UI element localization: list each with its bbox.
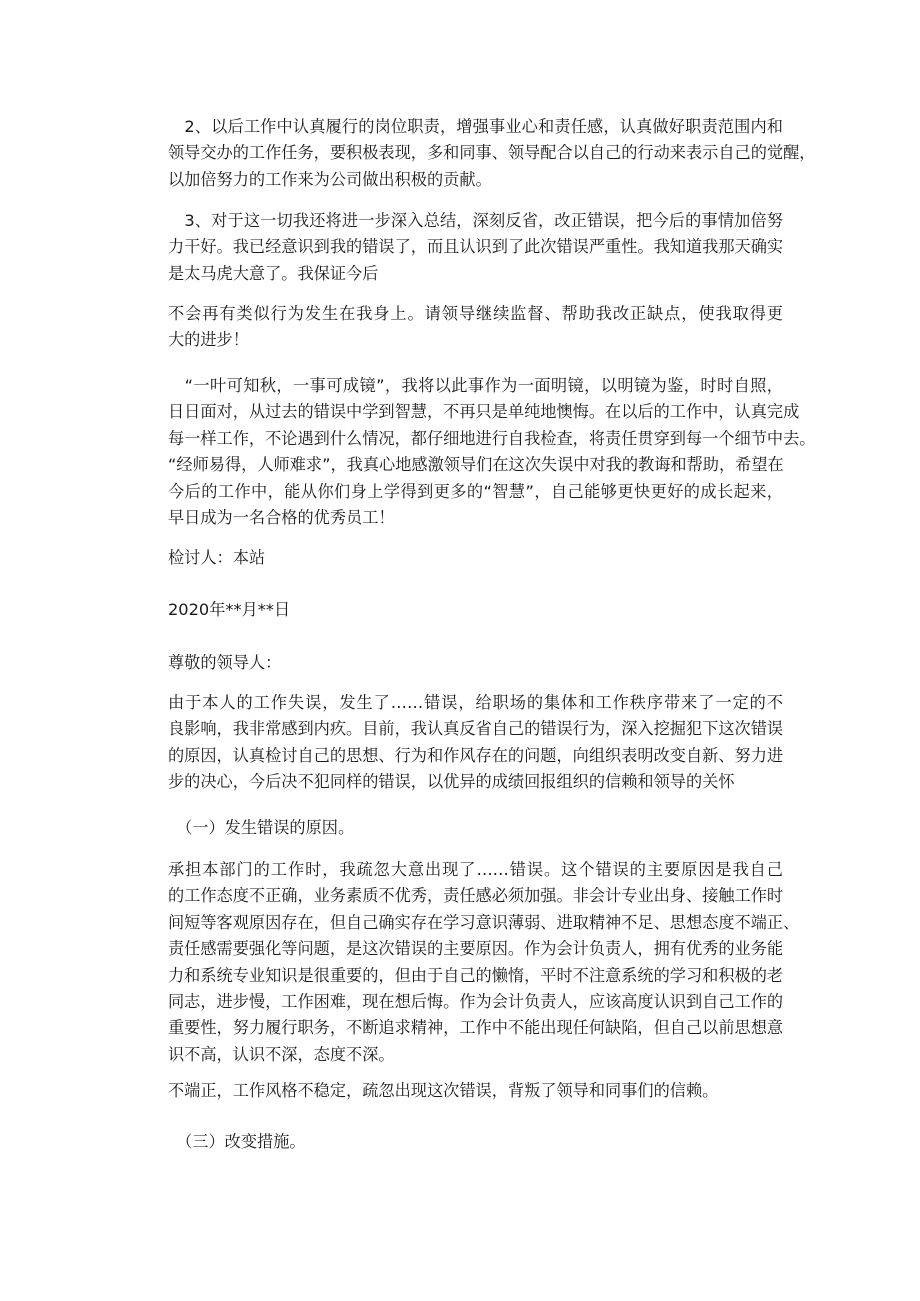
- section-heading-cause: [168, 815, 783, 841]
- text-line: （一）发生错误的原因。: [168, 818, 355, 837]
- text-line: 2、以后工作中认真履行的岗位职责，增强事业心和责任感，认真做好职责范围内和: [168, 117, 783, 136]
- signature-line: [168, 545, 783, 571]
- text-line: 识不高，认识不深，态度不深。: [168, 1044, 395, 1064]
- paragraph-continuation: [168, 301, 783, 354]
- text-line: 检讨人：本站: [168, 548, 266, 567]
- paragraph-item-2: [168, 114, 816, 193]
- text-line: 力和系统专业知识是很重要的，但由于自己的懒惰，平时不注意系统的学习和积极的老: [168, 965, 784, 985]
- paragraph-intro: [168, 690, 783, 796]
- text-line: 不端正，工作风格不稳定，疏忽出现这次错误，背叛了领导和同事们的信赖。: [168, 1081, 719, 1100]
- paragraph-quote: [168, 373, 816, 531]
- paragraph-continuation-2: [168, 1078, 783, 1104]
- text-line: 以加倍努力的工作来为公司做出积极的贡献。: [168, 169, 492, 189]
- text-line: “经师易得，人师难求”，我真心地感激领导们在这次失误中对我的教诲和帮助，希望在: [168, 455, 784, 475]
- text-line: 是太马虎大意了。我保证今后: [168, 263, 379, 283]
- paragraph-item-3: [168, 208, 783, 287]
- text-line: 领导交办的工作任务，要积极表现，多和同事、领导配合以自己的行动来表示自己的觉醒，: [168, 143, 816, 163]
- date-line: [168, 597, 783, 623]
- text-line: 由于本人的工作失误，发生了……错误，给职场的集体和工作秩序带来了一定的不: [168, 693, 783, 712]
- text-line: 2020年**月**日: [168, 600, 291, 619]
- paragraph-cause: [168, 857, 800, 1068]
- text-line: “一叶可知秋，一事可成镜”，我将以此事作为一面明镜，以明镜为鉴，时时自照，: [168, 376, 783, 395]
- text-line: 日日面对，从过去的错误中学到智慧，不再只是单纯地懊悔。在以后的工作中，认真完成: [168, 402, 800, 422]
- text-line: 重要性，努力履行职务，不断追求精神，工作中不能出现任何缺陷，但自己以前思想意: [168, 1018, 784, 1038]
- text-line: 力干好。我已经意识到我的错误了，而且认识到了此次错误严重性。我知道我那天确实: [168, 237, 784, 257]
- text-line: 今后的工作中，能从你们身上学得到更多的“智慧”，自己能够更快更好的成长起来，: [168, 481, 783, 501]
- text-line: 间短等客观原因存在，但自己确实存在学习意识薄弱、进取精神不足、思想态度不端正、: [168, 912, 800, 932]
- text-line: 早日成为一名合格的优秀员工！: [168, 508, 395, 528]
- text-line: 的工作态度不正确，业务素质不优秀，责任感必须加强。非会计专业出身、接触工作时: [168, 886, 784, 906]
- salutation: [168, 650, 783, 676]
- text-line: 每一样工作，不论遇到什么情况，都仔细地进行自我检查，将责任贯穿到每一个细节中去。: [168, 428, 816, 448]
- text-line: 承担本部门的工作时，我疏忽大意出现了……错误。这个错误的主要原因是我自己: [168, 860, 783, 879]
- text-line: 的原因，认真检讨自己的思想、行为和作风存在的问题，向组织表明改变自新、努力进: [168, 745, 784, 765]
- text-line: 同志，进步慢，工作困难，现在想后悔。作为会计负责人，应该高度认识到自己工作的: [168, 992, 784, 1012]
- text-line: 大的进步！: [168, 330, 249, 350]
- text-line: 步的决心，今后决不犯同样的错误，以优异的成绩回报组织的信赖和领导的关怀: [168, 772, 735, 792]
- section-heading-measures: [168, 1129, 783, 1155]
- text-line: 3、对于这一切我还将进一步深入总结，深刻反省，改正错误，把今后的事情加倍努: [168, 211, 783, 230]
- text-line: 责任感需要强化等问题，是这次错误的主要原因。作为会计负责人，拥有优秀的业务能: [168, 939, 784, 959]
- text-line: （三）改变措施。: [168, 1132, 306, 1151]
- text-line: 尊敬的领导人：: [168, 653, 282, 672]
- text-line: 不会再有类似行为发生在我身上。请领导继续监督、帮助我改正缺点，使我取得更: [168, 304, 783, 323]
- text-line: 良影响，我非常感到内疚。目前，我认真反省自己的错误行为，深入挖掘犯下这次错误: [168, 719, 784, 739]
